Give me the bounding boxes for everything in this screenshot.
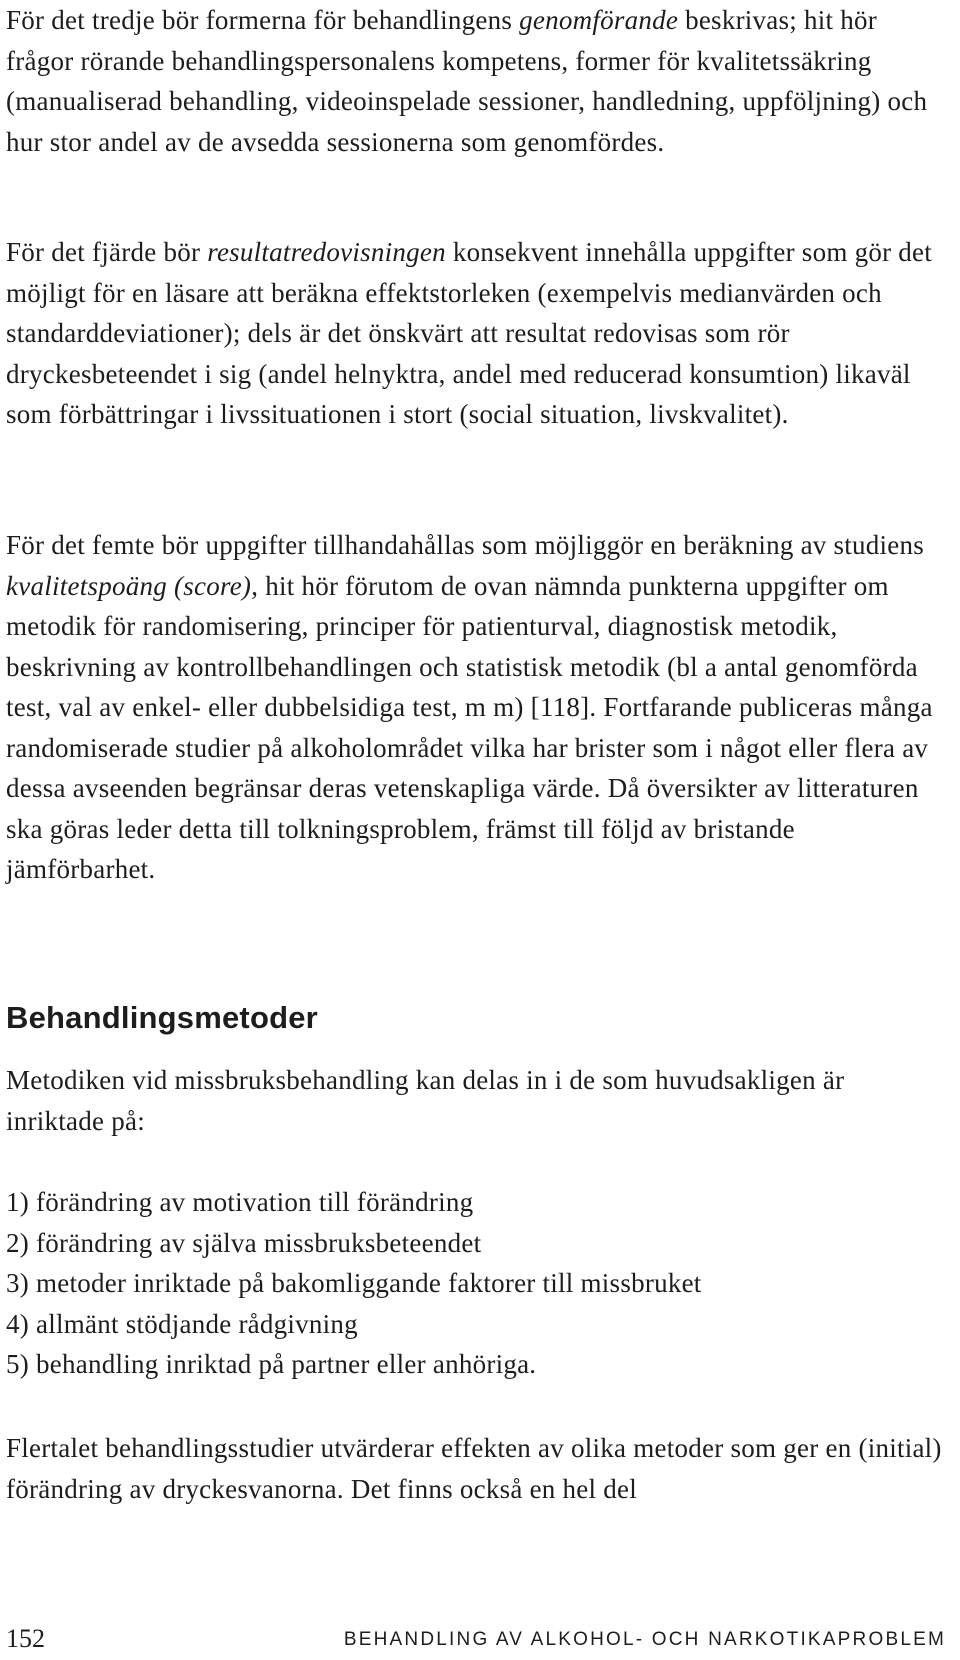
list-item: 4) allmänt stödjande rådgivning (6, 1308, 358, 1339)
paragraph-text: beskrivas; hit hör frågor rörande behandlingspersonalens kompetens, former för kvalitetssäkring (manualiserad behandling, videoinspelade sessioner, handledning, uppföljning) och hur stor andel av de avsedda sessionerna som genomfördes. (6, 5, 928, 157)
paragraph-text: , hit hör förutom de ovan nämnda punkterna uppgifter om metodik för randomisering, principer för patienturval, diagnostisk metodik, beskrivning av kontrollbehandlingen och statistisk metodik (bl a antal genomförda test, val av enkel- eller dubbelsidiga test, m m) [118]. Fortfarande publiceras många randomiserade studier på alkoholområdet vilka har brister som i något eller flera av dessa avseenden begränsar deras vetenskapliga värde. Då översikter av litteraturen ska göras leder detta till tolkningsproblem, främst till följd av bristande jämförbarhet. (6, 570, 933, 884)
list-item: 5) behandling inriktad på partner eller anhöriga. (6, 1349, 537, 1379)
methods-list (6, 1182, 702, 1385)
list-item: 2) förändring av själva missbruksbeteendet (6, 1227, 482, 1258)
section-heading: Behandlingsmetoder (6, 1000, 318, 1035)
paragraph-text: För det tredje bör formerna för behandlingens (6, 5, 520, 35)
paragraph-quality-score (6, 525, 946, 890)
list-item: 1) förändring av motivation till förändring (6, 1187, 474, 1217)
emphasis-text: kvalitetspoäng (score) (6, 570, 252, 601)
list-item: 3) metoder inriktade på bakomliggande faktorer till missbruket (6, 1268, 702, 1298)
paragraph-text: konsekvent innehålla uppgifter som gör det möjligt för en läsare att beräkna effektstorleken (exempelvis medianvärden och standarddeviationer); dels är det önskvärt att resultat redovisas som rör dryckesbeteendet i sig (andel helnyktra, andel med reducerad konsumtion) likaväl som förbättringar i livssituationen i stort (social situation, livskvalitet). (6, 237, 933, 429)
running-head: BEHANDLING AV ALKOHOL- OCH NARKOTIKAPROBLEM (343, 1629, 946, 1650)
paragraph-implementation (6, 0, 946, 162)
paragraph-treatment-studies: Flertalet behandlingsstudier utvärderar effekten av olika metoder som ger en (initial) förändring av dryckesvanorna. Det finns också en hel del (6, 1433, 942, 1504)
paragraph-results (6, 232, 946, 435)
emphasis-text: resultatredovisningen (207, 237, 446, 267)
paragraph-text: För det femte bör uppgifter tillhandahållas som möjliggör en beräkning av studiens (6, 530, 925, 560)
emphasis-text: genomförande (519, 5, 679, 35)
paragraph-text: För det fjärde bör (6, 237, 208, 267)
paragraph-methods-intro: Metodiken vid missbruksbehandling kan delas in i de som huvudsakligen är inriktade på: (6, 1065, 845, 1136)
page-number: 152 (6, 1624, 45, 1653)
page-footer (6, 1624, 946, 1654)
